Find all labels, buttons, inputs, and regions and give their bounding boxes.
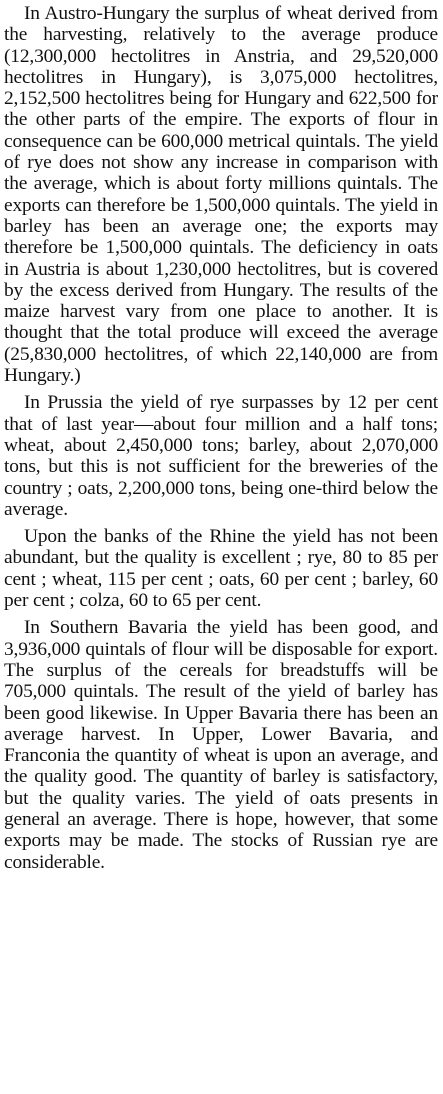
paragraph-rhine: Upon the banks of the Rhine the yield has not been abundant, but the quality is excellent ; rye, 80 to 85 per cent ; wheat, 115 per cent ; oats, 60 per cent ; barley, 60 per cent ; colza, 60 to 65 per cent. — [4, 526, 438, 612]
paragraph-prussia: In Prussia the yield of rye surpasses by 12 per cent that of last year—about four million and a half tons; wheat, about 2,450,000 tons; barley, about 2,070,000 tons, but this is not sufficient for the breweries of the country ; oats, 2,200,000 tons, being one-third below the average. — [4, 392, 438, 520]
paragraph-bavaria: In Southern Bavaria the yield has been good, and 3,936,000 quintals of flour will be disposable for export. The surplus of the cereals for breadstuffs will be 705,000 quintals. The result of the yield of barley has been good likewise. In Upper Bavaria there has been an average harvest. In Upper, Lower Bavaria, and Franconia the quantity of wheat is upon an average, and the quality good. The quantity of barley is satisfactory, but the quality varies. The yield of oats presents in general an average. There is hope, however, that some exports may be made. The stocks of Russian rye are considerable. — [4, 617, 438, 873]
paragraph-austro-hungary: In Austro-Hungary the surplus of wheat derived from the harvesting, relatively to the average produce (12,300,000 hectolitres in Anstria, and 29,520,000 hectolitres in Hungary), is 3,075,000 hectolitres, 2,152,500 hectolitres being for Hungary and 622,500 for the other parts of the empire. The exports of flour in consequence can be 600,000 metrical quintals. The yield of rye does not show any increase in comparison with the average, which is about forty millions quintals. The exports can therefore be 1,500,000 quintals. The yield in barley has been an average one; the exports may therefore be 1,500,000 quintals. The deficiency in oats in Austria is about 1,230,000 hectolitres, but is covered by the excess derived from Hungary. The results of the maize harvest vary from one place to another. It is thought that the total produce will exceed the average (25,830,000 hectolitres, of which 22,140,000 are from Hungary.) — [4, 3, 438, 387]
